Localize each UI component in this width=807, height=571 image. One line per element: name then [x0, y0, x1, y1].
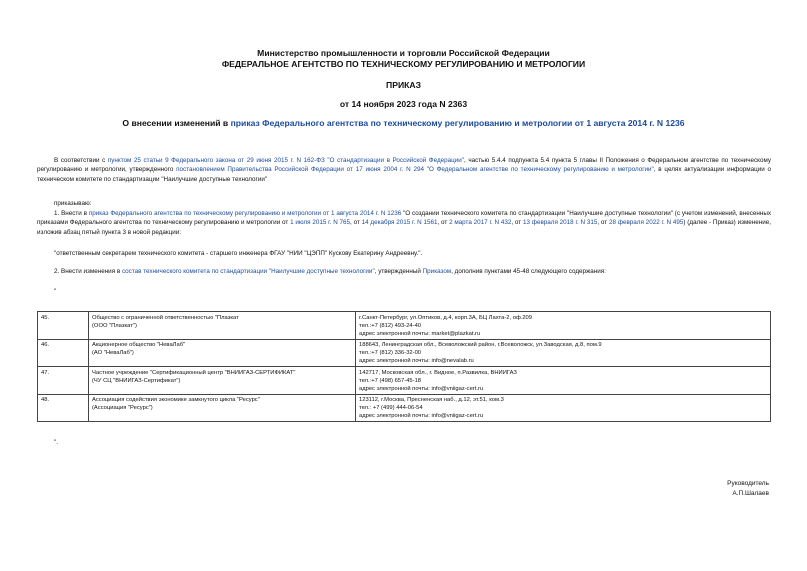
- org-email: адрес электронной почты: info@vniigaz-cert.ru: [359, 385, 484, 392]
- org-email: адрес электронной почты: info@nevalab.ru: [359, 358, 474, 364]
- item-1-paragraph: 1. Внести в приказ Федерального агентства по техническому регулированию и метрологии от 1 августа 2014 г. N 1236 "О создании технического комитета по стандартизации "Наилучшие доступные технологии" (с учетом изменений, внесенных приказами Федерального агентства по техническому регулированию и метрологии от 1 июля 2015 г. N 765, от 14 декабря 2015 г. N 1561, от 2 марта 2017 г. N 432, от 13 февраля 2018 г. N 315, от 28 февраля 2022 г. N 495) (далее - Приказ) изменение, изложив абзац пятый пункта 3 в новой редакции:: [37, 210, 772, 236]
- item-2-paragraph: 2. Внести изменения в состав технического комитета по стандартизации "Наилучшие доступные технологии", утвержденный Приказом, дополнив пунктами 45-48 следующего содержания:: [54, 268, 606, 275]
- org-phone: тел.: +7 (499) 444-06-54: [359, 405, 423, 411]
- table-row: [38, 367, 771, 395]
- org-short-name: (Ассоциация "Ресурс"): [92, 405, 153, 411]
- organization-contacts: [356, 312, 771, 340]
- org-phone: тел.:+7 (812) 336-32-00: [359, 350, 422, 356]
- order-765-link[interactable]: 1 июля 2015 г. N 765: [290, 219, 351, 227]
- agency-name: ФЕДЕРАЛЬНОЕ АГЕНТСТВО ПО ТЕХНИЧЕСКОМУ РЕГУЛИРОВАНИЮ И МЕТРОЛОГИИ: [221, 59, 586, 69]
- order-1561-link[interactable]: 14 декабря 2015 г. N 1561: [361, 219, 438, 227]
- close-quote: ".: [54, 439, 58, 446]
- order-word: приказываю:: [54, 200, 92, 207]
- committee-composition-link[interactable]: состав технического комитета по стандартизации "Наилучшие доступные технологии": [121, 268, 375, 275]
- org-full-name: Частное учреждение "Сертификационный центр "ВНИИГАЗ-СЕРТИФИКАТ": [92, 369, 296, 376]
- row-number: 47.: [38, 367, 89, 395]
- org-email: адрес электронной почты: info@vniigaz-cert.ru: [359, 413, 484, 419]
- org-address: 142717, Московская обл., г. Видное, п.Развилка, ВНИИГАЗ: [359, 369, 517, 376]
- org-phone: тел.:+7 (498) 657-45-18: [359, 377, 422, 384]
- table-row: [38, 394, 771, 422]
- table-row: [38, 312, 771, 340]
- org-full-name: Ассоциация содействия экономике замкнутого цикла "Ресурс": [92, 397, 260, 403]
- org-full-name: Акционерное общество "НеваЛаб": [92, 342, 186, 348]
- ministry-name: Министерство промышленности и торговли Российской Федерации: [257, 48, 550, 58]
- organization-contacts: [356, 367, 771, 395]
- organization-contacts: [356, 394, 771, 422]
- org-address: 123112, г.Москва, Пресненская наб., д.12, эт.51, ком.3: [359, 397, 504, 403]
- organization-name: [89, 367, 356, 395]
- org-short-name: (ЧУ СЦ "ВНИИГАЗ-Сертификат"): [92, 377, 181, 384]
- signature-position: Руководитель: [727, 480, 769, 487]
- org-email: адрес электронной почты: market@plazkat.ru: [359, 330, 481, 337]
- row-number: 48.: [38, 394, 89, 422]
- title-prefix: О внесении изменений в: [122, 118, 229, 128]
- org-address: г.Санкт-Петербург, ул.Оптиков, д.4, корп.3А, БЦ Лахта-2, оф.209: [359, 314, 533, 321]
- title-link[interactable]: приказ Федерального агентства по техническому регулированию и метрологии от 1 августа 2014 г. N 1236: [230, 118, 685, 128]
- organization-name: [89, 339, 356, 367]
- order-1236-link[interactable]: приказ Федерального агентства по техническому регулированию и метрологии от 1 августа 2014 г. N 1236: [88, 210, 402, 217]
- decree-link[interactable]: постановлением Правительства Российской Федерации от 17 июня 2004 г. N 294 "О Федеральном агентстве по техническому регулированию и метрологии": [176, 166, 654, 174]
- organization-name: [89, 312, 356, 340]
- row-number: 46.: [38, 339, 89, 367]
- org-full-name: Общество с ограниченной ответственностью "Плазкат: [92, 314, 239, 321]
- row-number: 45.: [38, 312, 89, 340]
- organization-name: [89, 394, 356, 422]
- document-date-number: от 14 ноября 2023 года N 2363: [339, 99, 468, 109]
- preamble-paragraph: В соответствии с пунктом 25 статьи 9 Федерального закона от 29 июня 2015 г. N 162-ФЗ "О стандартизации в Российской Федерации", частью 5.4.4 подпункта 5.4 пункта 5 главы II Положения о Федеральном агентстве по техническому регулированию и метрологии, утвержденного постановлением Правительства Российской Федерации от 17 июня 2004 г. N 294 "О Федеральном агентстве по техническому регулированию и метрологии", в целях актуализации информации о техническом комитете по стандартизации "Наилучшие доступные технологии": [37, 157, 772, 183]
- org-short-name: (АО "НеваЛаб"): [92, 350, 134, 356]
- order-link[interactable]: Приказом: [422, 268, 452, 275]
- law-link[interactable]: пунктом 25 статьи 9 Федерального закона от 29 июня 2015 г. N 162-ФЗ "О стандартизации в Российской Федерации": [107, 157, 465, 164]
- order-495-link[interactable]: 28 февраля 2022 г. N 495: [608, 219, 684, 227]
- org-short-name: (ООО "Плазкат"): [92, 322, 137, 329]
- table-row: [38, 339, 771, 367]
- organization-contacts: [356, 339, 771, 367]
- org-address: 188643, Ленинградская обл., Всеволожский район, г.Всеволожск, ул.Заводская, д.8, пом.9: [359, 342, 602, 348]
- org-phone: тел.:+7 (812) 493-24-40: [359, 322, 422, 329]
- new-wording-quote: "ответственным секретарем технического комитета - старшего инженера ФГАУ "НИИ "ЦЭПП" Кускову Екатерину Андреевну.".: [54, 250, 423, 257]
- document-title: [0, 118, 807, 128]
- order-432-link[interactable]: 2 марта 2017 г. N 432: [449, 219, 512, 227]
- committee-members-table: [37, 311, 771, 422]
- open-quote: ": [54, 288, 57, 295]
- document-type: ПРИКАЗ: [386, 80, 421, 90]
- signature-name: А.П.Шалаев: [732, 490, 769, 497]
- order-315-link[interactable]: 13 февраля 2018 г. N 315: [522, 219, 598, 227]
